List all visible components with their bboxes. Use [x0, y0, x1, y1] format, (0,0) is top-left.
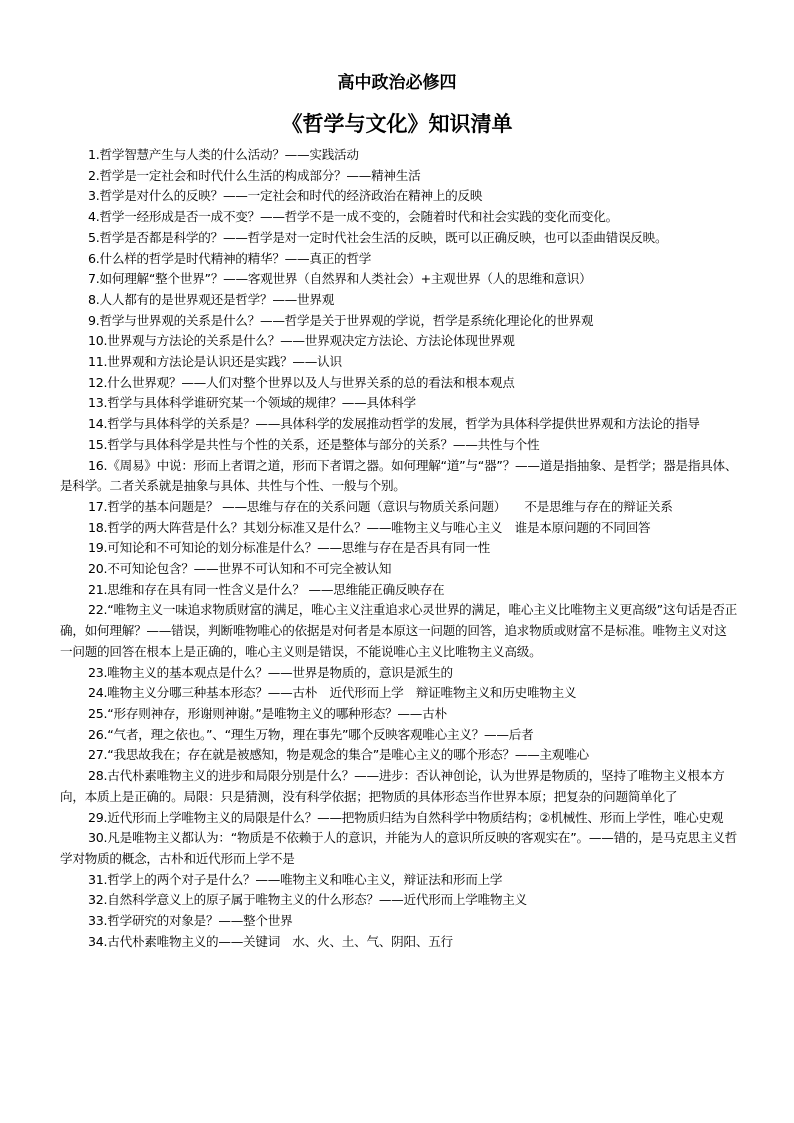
list-item	[88, 249, 738, 270]
list-item	[88, 704, 738, 725]
knowledge-list	[60, 145, 738, 952]
item-text: 31.哲学上的两个对子是什么？——唯物主义和唯心主义，辩证法和形而上学	[88, 871, 503, 887]
list-item	[88, 518, 738, 539]
item-text: 34.古代朴素唯物主义的——关键词 水、火、土、气、阴阳、五行	[88, 933, 453, 949]
list-item	[88, 145, 738, 166]
item-text: 13.哲学与具体科学谁研究某一个领域的规律？——具体科学	[88, 395, 416, 411]
item-text: 10.世界观与方法论的关系是什么？——世界观决定方法论、方法论体现世界观	[88, 333, 515, 349]
item-text: 8.人人都有的是世界观还是哲学？——世界观	[88, 291, 335, 307]
item-text: 27.“我思故我在；存在就是被感知，物是观念的集合”是唯心主义的哪个形态？——主观唯心	[88, 747, 589, 763]
item-text: 23.唯物主义的基本观点是什么？——世界是物质的，意识是派生的	[88, 664, 453, 680]
item-text: 6.什么样的哲学是时代精神的精华？——真正的哲学	[88, 250, 372, 266]
list-item	[88, 331, 738, 352]
item-text: 33.哲学研究的对象是？——整个世界	[88, 913, 293, 929]
list-item	[88, 725, 738, 746]
list-item	[88, 228, 738, 249]
item-text: 12.什么世界观？——人们对整个世界以及人与世界关系的总的看法和根本观点	[88, 374, 515, 390]
item-text: 25.“形存则神存，形谢则神谢。”是唯物主义的哪种形态？——古朴	[88, 705, 447, 721]
list-item	[88, 186, 738, 207]
item-text: 2.哲学是一定社会和时代什么生活的构成部分？——精神生活	[88, 167, 421, 183]
list-item	[60, 828, 738, 869]
list-item	[60, 456, 738, 497]
item-text: 16.《周易》中说：形而上者谓之道，形而下者谓之器。如何理解“道”与“器”？——道是指抽象、是哲学；器是指具体、是科学。二者关系就是抽象与具体、共性与个性、一般与个别。	[60, 457, 738, 494]
item-text: 15.哲学与具体科学是共性与个性的关系，还是整体与部分的关系？——共性与个性	[88, 436, 540, 452]
item-text: 11.世界观和方法论是认识还是实践？——认识	[88, 354, 342, 370]
list-item	[88, 269, 738, 290]
document-subject-title: 高中政治必修四	[337, 73, 457, 93]
list-item	[88, 166, 738, 187]
list-item	[88, 663, 738, 684]
list-item	[88, 311, 738, 332]
item-text: 28.古代朴素唯物主义的进步和局限分别是什么？——进步：否认神创论，认为世界是物质的，坚持了唯物主义根本方向，本质上是正确的。局限：只是猜测，没有科学依据；把物质的具体形态当作世界本原；把复杂的问题简单化了	[60, 768, 725, 804]
list-item	[88, 393, 738, 414]
list-item	[88, 870, 738, 891]
item-text: 22.“唯物主义一味追求物质财富的满足，唯心主义注重追求心灵世界的满足，唯心主义比唯物主义更高级”这句话是否正确，如何理解？——错误，判断唯物唯心的依据是对何者是本原这一问题的回答，追求物质或财富不是标准。唯物主义对这一问题的回答在根本上是正确的，唯心主义则是错误，不能说唯心主义比唯物主义高级。	[60, 602, 738, 659]
item-text: 29.近代形而上学唯物主义的局限是什么？——把物质归结为自然科学中物质结构；②机械性、形而上学性，唯心史观	[88, 809, 724, 825]
list-item	[88, 352, 738, 373]
item-text: 3.哲学是对什么的反映？——一定社会和时代的经济政治在精神上的反映	[88, 188, 483, 204]
list-item	[88, 745, 738, 766]
item-text: 5.哲学是否都是科学的？——哲学是对一定时代社会生活的反映，既可以正确反映，也可以歪曲错误反映。	[88, 229, 668, 245]
list-item	[88, 932, 738, 953]
list-item	[88, 538, 738, 559]
item-text: 1.哲学智慧产生与人类的什么活动？——实践活动	[88, 147, 359, 162]
item-text: 30.凡是唯物主义都认为：“物质是不依赖于人的意识，并能为人的意识所反映的客观实在”。——错的，是马克思主义哲学对物质的概念，古朴和近代形而上学不是	[60, 830, 738, 866]
item-text: 21.思维和存在具有同一性含义是什么？ ——思维能正确反映存在	[88, 581, 445, 597]
list-item	[88, 290, 738, 311]
list-item	[60, 414, 738, 435]
item-text: 26.“气者，理之依也。”、“理生万物，理在事先”哪个反映客观唯心主义？——后者	[88, 726, 534, 742]
list-item	[60, 808, 738, 829]
item-text: 14.哲学与具体科学的关系是？——具体科学的发展推动哲学的发展，哲学为具体科学提供世界观和方法论的指导	[88, 416, 700, 432]
item-text: 32.自然科学意义上的原子属于唯物主义的什么形态？——近代形而上学唯物主义	[88, 892, 527, 908]
item-text: 19.可知论和不可知论的划分标准是什么？——思维与存在是否具有同一性	[88, 540, 490, 556]
list-item	[60, 497, 738, 518]
list-item	[88, 911, 738, 932]
list-item	[88, 683, 738, 704]
item-text: 24.唯物主义分哪三种基本形态？——古朴 近代形而上学 辩证唯物主义和历史唯物主义	[88, 685, 577, 701]
item-text: 4.哲学一经形成是否一成不变？——哲学不是一成不变的，会随着时代和社会实践的变化而变化。	[88, 209, 618, 225]
item-text: 7.如何理解“整个世界”？——客观世界（自然界和人类社会）+主观世界（人的思维和意识）	[88, 271, 592, 287]
list-item	[60, 600, 738, 662]
list-item	[88, 207, 738, 228]
item-text: 9.哲学与世界观的关系是什么？——哲学是关于世界观的学说，哲学是系统化理论化的世界观	[88, 312, 594, 328]
list-item	[88, 373, 738, 394]
item-text: 18.哲学的两大阵营是什么？其划分标准又是什么？——唯物主义与唯心主义 谁是本原问题的不同回答	[88, 519, 651, 535]
item-text: 20.不可知论包含？——世界不可认知和不可完全被认知	[88, 561, 392, 577]
item-text: 17.哲学的基本问题是？ ——思维与存在的关系问题（意识与物质关系问题） 不是思维与存在的辩证关系	[88, 498, 673, 514]
document-main-title: 《哲学与文化》知识清单	[281, 112, 513, 136]
list-item	[88, 559, 738, 580]
list-item	[88, 435, 738, 456]
list-item	[88, 580, 738, 601]
list-item	[88, 890, 738, 911]
list-item	[60, 766, 738, 807]
